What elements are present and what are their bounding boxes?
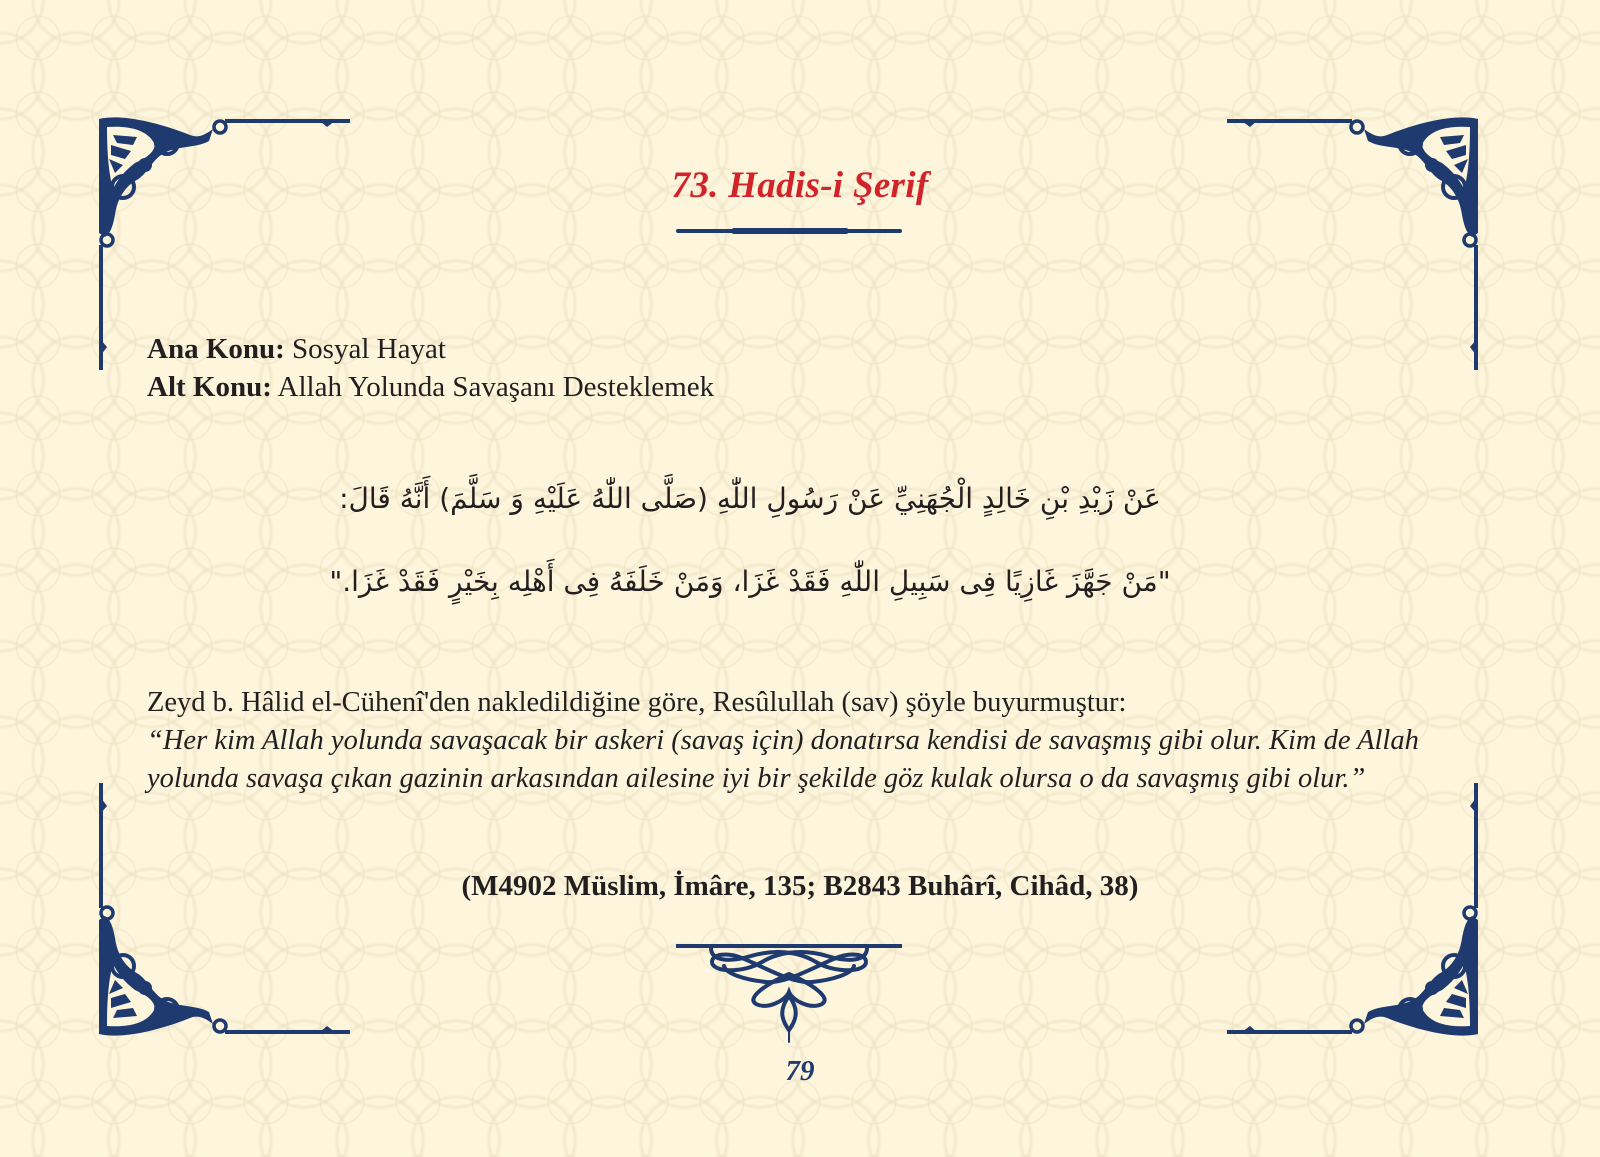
title-divider (676, 229, 902, 233)
corner-ornament-bottom-left (95, 778, 355, 1038)
corner-ornament-top-right (1222, 115, 1482, 375)
arabic-isnad-line: عَنْ زَيْدِ بْنِ خَالِدٍ الْجُهَنِيِّ عَنْ رَسُولِ اللّٰهِ (صَلَّى اللّٰهُ عَلَيْهِ وَ سَلَّمَ) أَنَّهُ قَالَ: (339, 482, 1161, 515)
corner-ornament-bottom-right (1222, 778, 1482, 1038)
hadith-title: 73. Hadis-i Şerif (671, 165, 929, 206)
translation-intro: Zeyd b. Hâlid el-Cühenî'den nakledildiğine göre, Resûlullah (sav) şöyle buyurmuştur: (147, 687, 1127, 718)
floral-corner-ornament-icon (1222, 778, 1482, 1038)
page-number: 79 (785, 1055, 815, 1087)
hadith-source-reference: (M4902 Müslim, İmâre, 135; B2843 Buhârî, Cihâd, 38) (461, 870, 1139, 902)
translation (147, 684, 1447, 798)
translation-quote: “Her kim Allah yolunda savaşacak bir askeri (savaş için) donatırsa kendisi de savaşmış gibi olur. Kim de Allah yolunda savaşa çıkan gazinin arkasından ailesine iyi bir şekilde göz kulak olursa o da savaşmış gibi olur.” (147, 725, 1419, 794)
main-topic-value: Sosyal Hayat (292, 333, 446, 365)
main-topic-label: Ana Konu: (147, 333, 285, 365)
knot-flourish-icon (676, 944, 902, 1044)
arabic-matn-line: "مَنْ جَهَّزَ غَازِيًا فِى سَبِيلِ اللّٰهِ فَقَدْ غَزَا، وَمَنْ خَلَفَهُ فِى أَهْلِه بِخَيْرٍ فَقَدْ غَزَا." (329, 565, 1171, 598)
sub-topic-label: Alt Konu: (147, 371, 272, 403)
floral-corner-ornament-icon (1222, 115, 1482, 375)
sub-topic-value: Allah Yolunda Savaşanı Desteklemek (277, 371, 715, 403)
topic-meta (147, 330, 714, 406)
bottom-flourish (676, 944, 902, 1044)
floral-corner-ornament-icon (95, 778, 355, 1038)
main-topic-row (147, 330, 714, 368)
sub-topic-row (147, 368, 714, 406)
